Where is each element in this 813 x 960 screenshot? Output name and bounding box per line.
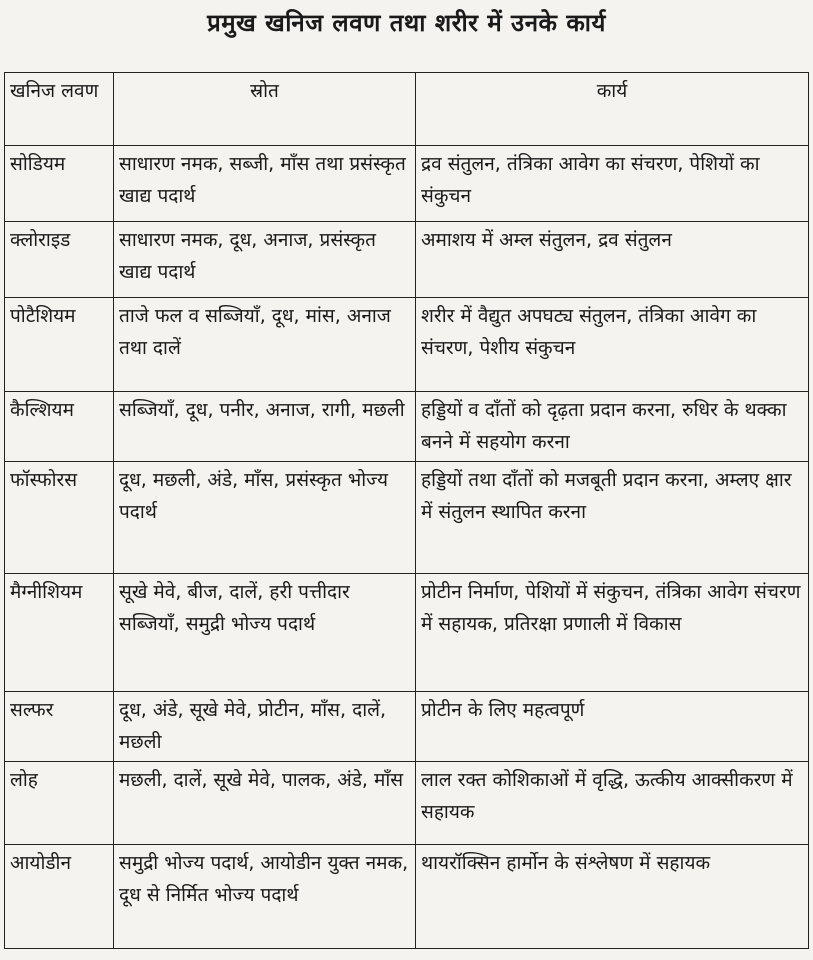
mineral-cell: सोडियम bbox=[5, 146, 114, 222]
source-cell: सूखे मेवे, बीज, दालें, हरी पत्तीदार सब्जियाँ, समुद्री भोज्य पदार्थ bbox=[114, 574, 416, 692]
header-function: कार्य bbox=[416, 73, 809, 146]
mineral-cell: लोह bbox=[5, 762, 114, 845]
mineral-cell: कैल्शियम bbox=[5, 392, 114, 462]
table-row bbox=[5, 222, 809, 298]
table-row bbox=[5, 762, 809, 845]
function-cell: प्रोटीन निर्माण, पेशियों में संकुचन, तंत्रिका आवेग संचरण में सहायक, प्रतिरक्षा प्रणाली में विकास bbox=[416, 574, 809, 692]
source-cell: मछली, दालें, सूखे मेवे, पालक, अंडे, माँस bbox=[114, 762, 416, 845]
source-cell: समुद्री भोज्य पदार्थ, आयोडीन युक्त नमक, दूध से निर्मित भोज्य पदार्थ bbox=[114, 845, 416, 949]
mineral-cell: क्लोराइड bbox=[5, 222, 114, 298]
source-cell: साधारण नमक, सब्जी, माँस तथा प्रसंस्कृत खाद्य पदार्थ bbox=[114, 146, 416, 222]
source-cell: दूध, मछली, अंडे, माँस, प्रसंस्कृत भोज्य पदार्थ bbox=[114, 462, 416, 574]
mineral-cell: मैग्नीशियम bbox=[5, 574, 114, 692]
source-cell: ताजे फल व सब्जियाँ, दूध, मांस, अनाज तथा दालें bbox=[114, 298, 416, 392]
header-mineral: खनिज लवण bbox=[5, 73, 114, 146]
table-row bbox=[5, 462, 809, 574]
function-cell: द्रव संतुलन, तंत्रिका आवेग का संचरण, पेशियों का संकुचन bbox=[416, 146, 809, 222]
function-cell: लाल रक्त कोशिकाओं में वृद्धि, ऊत्कीय आक्सीकरण में सहायक bbox=[416, 762, 809, 845]
source-cell: साधारण नमक, दूध, अनाज, प्रसंस्कृत खाद्य पदार्थ bbox=[114, 222, 416, 298]
header-source: स्रोत bbox=[114, 73, 416, 146]
table-row bbox=[5, 692, 809, 762]
minerals-table bbox=[4, 72, 809, 949]
source-cell: सब्जियाँ, दूध, पनीर, अनाज, रागी, मछली bbox=[114, 392, 416, 462]
table-row bbox=[5, 574, 809, 692]
function-cell: हड्डियों व दाँतों को दृढ़ता प्रदान करना, रुधिर के थक्का बनने में सहयोग करना bbox=[416, 392, 809, 462]
table-row bbox=[5, 146, 809, 222]
function-cell: शरीर में वैद्युत अपघट्य संतुलन, तंत्रिका आवेग का संचरण, पेशीय संकुचन bbox=[416, 298, 809, 392]
table-row bbox=[5, 845, 809, 949]
table-row bbox=[5, 298, 809, 392]
mineral-cell: पोटैशियम bbox=[5, 298, 114, 392]
source-cell: दूध, अंडे, सूखे मेवे, प्रोटीन, माँस, दालें, मछली bbox=[114, 692, 416, 762]
mineral-cell: फॉस्फोरस bbox=[5, 462, 114, 574]
function-cell: हड्डियों तथा दाँतों को मजबूती प्रदान करना, अम्लए क्षार में संतुलन स्थापित करना bbox=[416, 462, 809, 574]
mineral-cell: आयोडीन bbox=[5, 845, 114, 949]
function-cell: थायरॉक्सिन हार्मोन के संश्लेषण में सहायक bbox=[416, 845, 809, 949]
function-cell: प्रोटीन के लिए महत्वपूर्ण bbox=[416, 692, 809, 762]
mineral-cell: सल्फर bbox=[5, 692, 114, 762]
page-title: प्रमुख खनिज लवण तथा शरीर में उनके कार्य bbox=[207, 9, 606, 37]
table-row bbox=[5, 392, 809, 462]
function-cell: अमाशय में अम्ल संतुलन, द्रव संतुलन bbox=[416, 222, 809, 298]
table-header-row bbox=[5, 73, 809, 146]
